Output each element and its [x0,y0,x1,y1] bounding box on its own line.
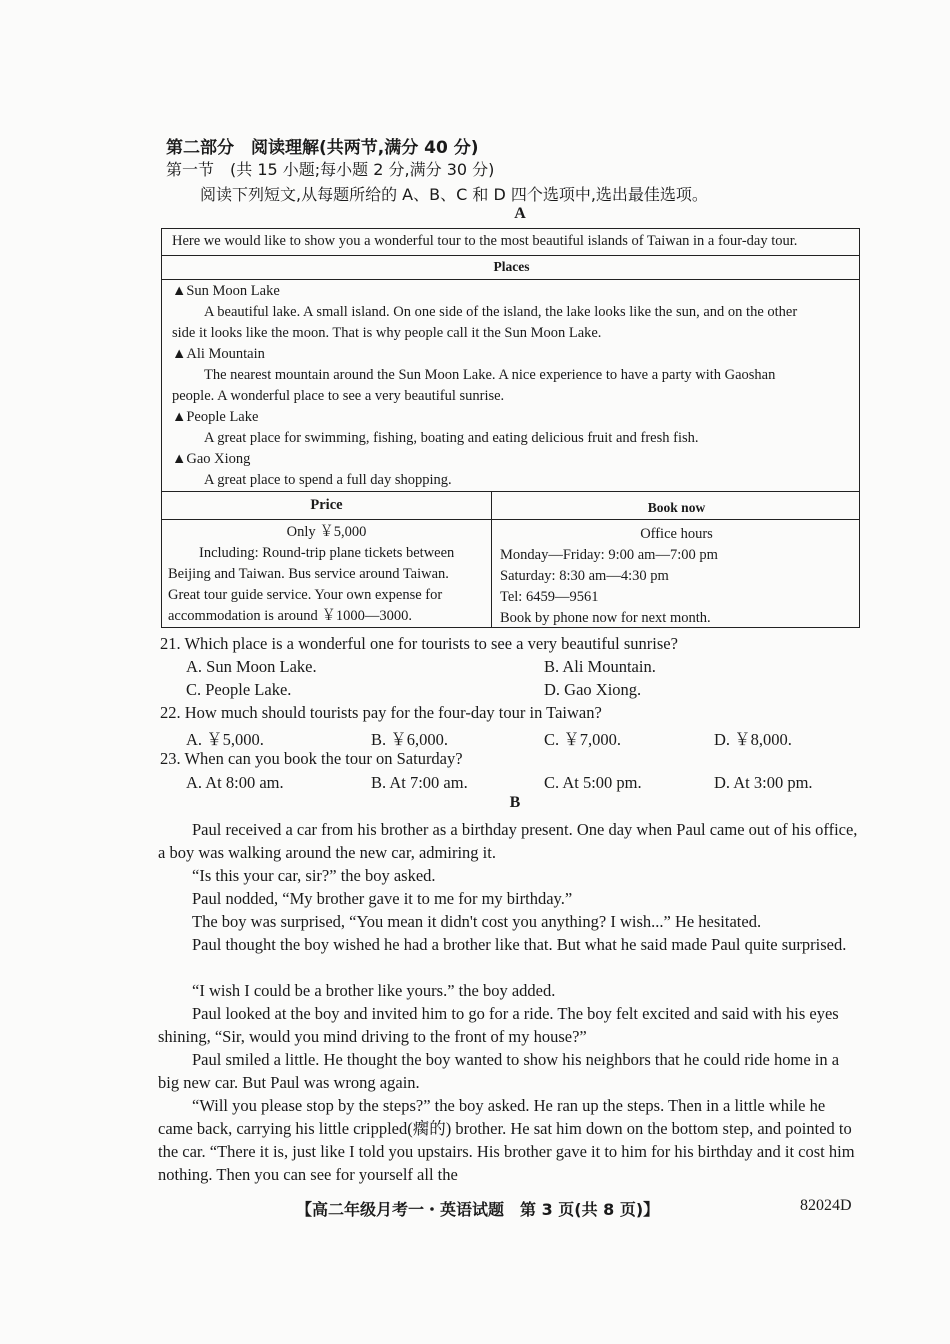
answer-option[interactable]: D. ￥8,000. [714,730,792,749]
passage-paragraph: “Will you please stop by the steps?” the boy asked. He ran up the steps. Then in a little while he came back, carrying his little crippled(瘸的) brother. He sat him down on the bottom step, and pointed to the car. “There it is, just like I told you upstairs. His brother gave it to him for his birthday and it cost him nothing. Then you can see for yourself all the [158,1096,855,1184]
office-hours-title: Office hours [640,526,713,542]
passage-paragraph: “Is this your car, sir?” the boy asked. [192,866,436,885]
passage-paragraph: Paul smiled a little. He thought the boy wanted to show his neighbors that he could ride home in a big new car. But Paul was wrong again. [158,1050,840,1092]
place-name: ▲Gao Xiong [172,451,251,467]
passage-paragraph: The boy was surprised, “You mean it didn't cost you anything? I wish...” He hesitated. [192,912,762,931]
place-name: ▲People Lake [172,409,259,425]
part-title: 第二部分 阅读理解(共两节,满分 40 分) [166,138,479,158]
book-detail: Book by phone now for next month. [500,610,711,626]
answer-option[interactable]: C. ￥7,000. [544,730,622,749]
passage-paragraph: “I wish I could be a brother like yours.” the boy added. [192,981,556,1000]
answer-option[interactable]: A. At 8:00 am. [186,773,284,792]
answer-option[interactable]: C. People Lake. [186,680,292,699]
tour-intro: Here we would like to show you a wonderful tour to the most beautiful islands of Taiwan in a four-day tour. [172,233,798,249]
answer-option[interactable]: B. ￥6,000. [371,730,449,749]
price-detail: Beijing and Taiwan. Bus service around Taiwan. [168,566,449,582]
place-description: The nearest mountain around the Sun Moon Lake. A nice experience to have a party with Gaoshan [204,367,776,383]
book-detail: Monday—Friday: 9:00 am—7:00 pm [500,547,718,563]
page-footer-title: 【高二年级月考一・英语试题 第 3 页(共 8 页)】 [296,1200,660,1219]
place-name: ▲Ali Mountain [172,346,265,362]
passage-paragraph: Paul looked at the boy and invited him to go for a ride. The boy felt excited and said with his eyes shining, “Sir, would you mind driving to the front of my house?” [158,1004,839,1046]
place-description: side it looks like the moon. That is why people call it the Sun Moon Lake. [172,325,602,341]
price-detail: Great tour guide service. Your own expense for [168,587,443,603]
place-description: A great place for swimming, fishing, boating and eating delicious fruit and fresh fish. [204,430,699,446]
question-stem: 22. How much should tourists pay for the four-day tour in Taiwan? [160,703,602,722]
answer-option[interactable]: C. At 5:00 pm. [544,773,642,792]
book-header: Book now [647,500,706,515]
price-header: Price [310,497,343,513]
section-title: 第一节 (共 15 小题;每小题 2 分,满分 30 分) [166,160,495,179]
tour-table [161,228,860,628]
place-description: A beautiful lake. A small island. On one side of the island, the lake looks like the sun, and on the other [204,304,798,320]
answer-option[interactable]: B. Ali Mountain. [544,657,656,676]
question-stem: 21. Which place is a wonderful one for tourists to see a very beautiful sunrise? [160,634,678,653]
passage-paragraph: Paul nodded, “My brother gave it to me for my birthday.” [192,889,573,908]
answer-option[interactable]: D. Gao Xiong. [544,680,642,699]
answer-option[interactable]: A. Sun Moon Lake. [186,657,317,676]
page-code: 82024D [800,1197,852,1214]
book-detail: Saturday: 8:30 am—4:30 pm [500,568,669,584]
passage-b-label: B [509,794,521,811]
places-header: Places [493,259,530,274]
passage-paragraph: Paul received a car from his brother as a birthday present. One day when Paul came out of his office, a boy was walking around the new car, admiring it. [158,820,858,862]
book-detail: Tel: 6459—9561 [500,589,599,605]
price-detail: Including: Round-trip plane tickets between [199,545,455,561]
place-description: A great place to spend a full day shopping. [204,472,452,488]
passage-paragraph: Paul thought the boy wished he had a brother like that. But what he said made Paul quite surprised. [192,935,847,954]
instruction: 阅读下列短文,从每题所给的 A、B、C 和 D 四个选项中,选出最佳选项。 [200,185,708,204]
place-description: people. A wonderful place to see a very beautiful sunrise. [172,388,505,404]
answer-option[interactable]: D. At 3:00 pm. [714,773,813,792]
place-name: ▲Sun Moon Lake [172,283,280,299]
answer-option[interactable]: B. At 7:00 am. [371,773,468,792]
passage-a-label: A [514,205,526,222]
question-stem: 23. When can you book the tour on Saturday? [160,749,463,768]
answer-option[interactable]: A. ￥5,000. [186,730,264,749]
price-amount: Only ￥5,000 [286,524,367,540]
price-detail: accommodation is around ￥1000—3000. [168,608,413,624]
